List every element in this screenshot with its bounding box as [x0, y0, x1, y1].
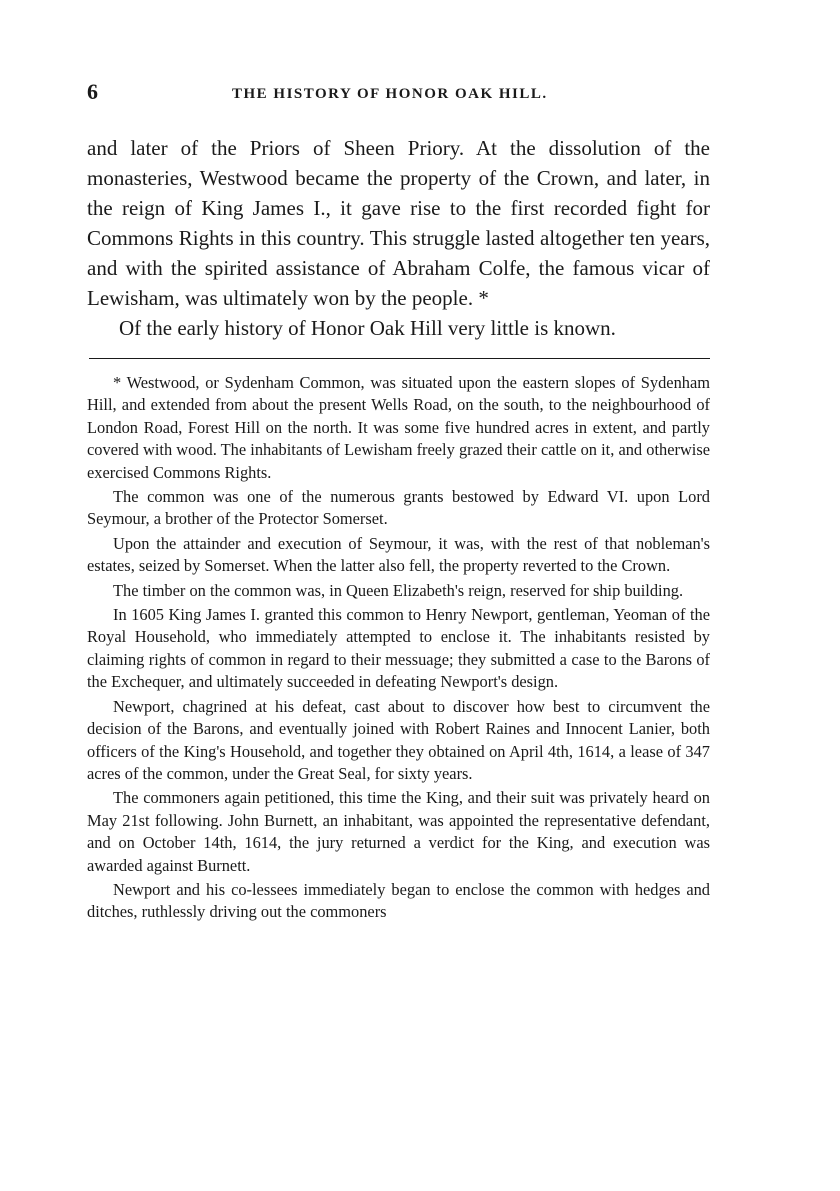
footnote-paragraph: In 1605 King James I. granted this common to Henry Newport, gentleman, Yeoman of the Royal Household, who immediately attempted to enclose it. The inhabitants resisted by claiming rights of common in regard to their messuage; they submitted a case to the Barons of the Exchequer, and ultimately succeeded in defeating Newport's design. — [87, 605, 710, 692]
footnote-paragraph: Upon the attainder and execution of Seymour, it was, with the rest of that nobleman's estates, seized by Somerset. When the latter also fell, the property reverted to the Crown. — [87, 533, 710, 576]
running-title: THE HISTORY OF HONOR OAK HILL. — [232, 86, 548, 102]
footnotes — [87, 372, 710, 924]
footnote-paragraph: The timber on the common was, in Queen Elizabeth's reign, reserved for ship building. — [113, 580, 684, 600]
footnote-divider — [89, 358, 710, 359]
page-number: 6 — [87, 79, 98, 104]
footnote-paragraph: The common was one of the numerous grants bestowed by Edward VI. upon Lord Seymour, a brother of the Protector Somerset. — [87, 487, 710, 529]
page-header — [87, 78, 710, 108]
footnote-paragraph: The commoners again petitioned, this time the King, and their suit was privately heard on May 21st following. John Burnett, an inhabitant, was appointed the representative defendant, and on October 14th, 1614, the jury returned a verdict for the King, and execution was awarded against Burnett. — [87, 788, 710, 875]
footnote-paragraph: Newport, chagrined at his defeat, cast about to discover how best to circumvent the decision of the Barons, and eventually joined with Robert Raines and Innocent Lanier, both officers of the King's Household, and together they obtained on April 4th, 1614, a lease of 347 acres of the common, under the Great Seal, for sixty years. — [87, 696, 710, 783]
footnote-paragraph: Newport and his co-lessees immediately began to enclose the common with hedges and ditches, ruthlessly driving out the commoners — [87, 879, 710, 922]
body-paragraph: and later of the Priors of Sheen Priory. At the dissolution of the monasteries, Westwood became the property of the Crown, and later, in the reign of King James I., it gave rise to the first recorded fight for Commons Rights in this country. This struggle lasted altogether ten years, and with the spirited assistance of Abraham Colfe, the famous vicar of Lewisham, was ultimately won by the people. * — [87, 136, 710, 310]
body-paragraph: Of the early history of Honor Oak Hill very little is known. — [119, 316, 616, 340]
book-page — [87, 78, 710, 926]
footnote-paragraph: * Westwood, or Sydenham Common, was situated upon the eastern slopes of Sydenham Hill, and extended from about the present Wells Road, on the south, to the neighbourhood of London Road, Forest Hill on the north. It was some five hundred acres in extent, and partly covered with wood. The inhabitants of Lewisham freely grazed their cattle on it, and otherwise exercised Commons Rights. — [87, 373, 710, 482]
main-text — [87, 133, 710, 343]
